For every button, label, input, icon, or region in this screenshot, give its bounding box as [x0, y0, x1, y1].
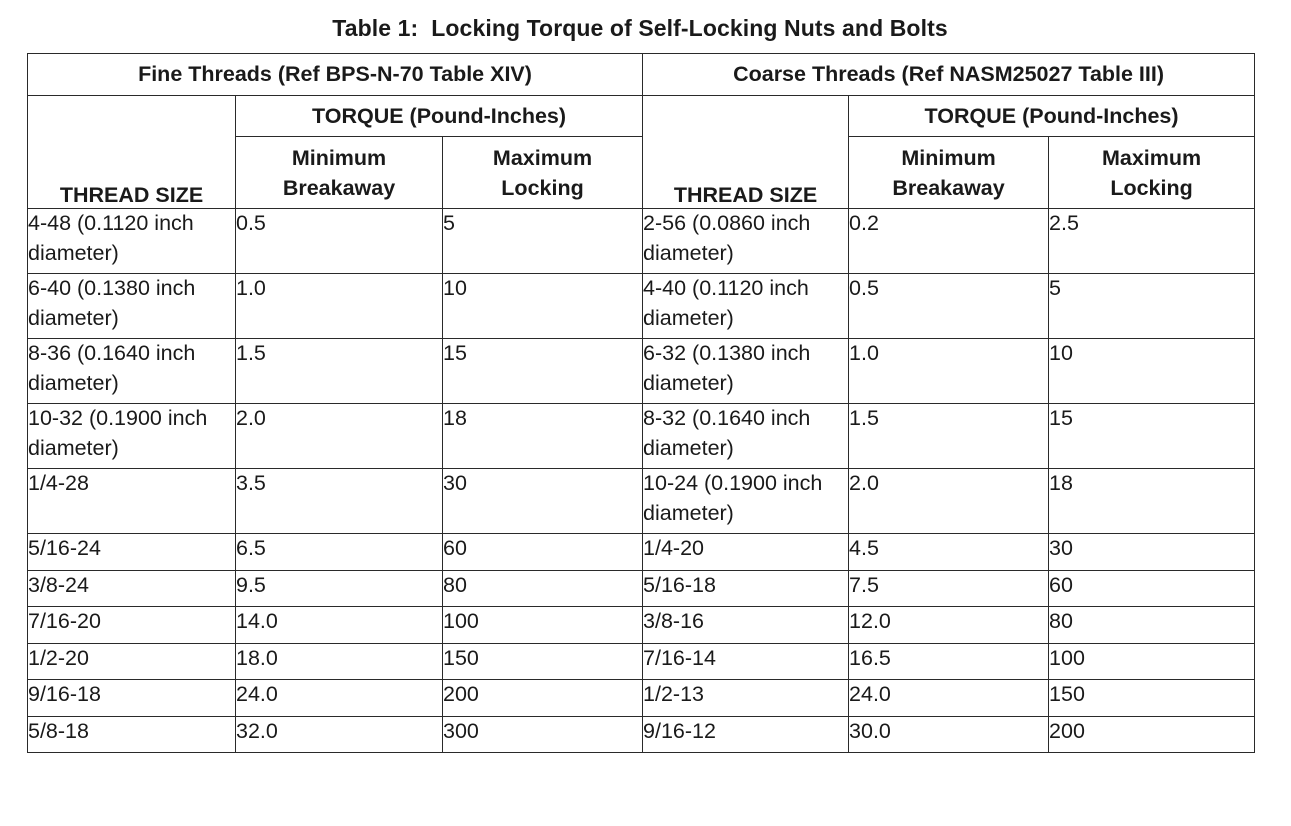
coarse-max-cell: 10: [1049, 339, 1255, 404]
coarse-min-cell: 0.2: [849, 209, 1049, 274]
fine-thread-size-cell: 3/8-24: [28, 570, 236, 607]
coarse-max-cell: 30: [1049, 534, 1255, 571]
fine-min-cell: 1.5: [236, 339, 443, 404]
coarse-min-cell: 0.5: [849, 274, 1049, 339]
coarse-min-cell: 16.5: [849, 643, 1049, 680]
fine-torque-header: TORQUE (Pound-Inches): [236, 96, 643, 137]
fine-min-cell: 3.5: [236, 469, 443, 534]
fine-thread-size-cell: 4-48 (0.1120 inch diameter): [28, 209, 236, 274]
fine-min-cell: 6.5: [236, 534, 443, 571]
fine-min-cell: 32.0: [236, 716, 443, 753]
coarse-min-cell: 7.5: [849, 570, 1049, 607]
header-line: Breakaway: [282, 175, 396, 200]
coarse-max-cell: 5: [1049, 274, 1255, 339]
coarse-min-breakaway-header: [849, 137, 1049, 209]
table-caption: Table 1: Locking Torque of Self-Locking Nuts and Bolts: [332, 15, 948, 41]
coarse-max-cell: 60: [1049, 570, 1255, 607]
fine-max-cell: 10: [443, 274, 643, 339]
header-line: Locking: [501, 175, 584, 200]
coarse-max-cell: 80: [1049, 607, 1255, 644]
fine-max-cell: 100: [443, 607, 643, 644]
coarse-max-cell: 2.5: [1049, 209, 1255, 274]
table-row: [28, 570, 1255, 607]
coarse-thread-size-cell: 3/8-16: [643, 607, 849, 644]
fine-thread-size-cell: 5/8-18: [28, 716, 236, 753]
coarse-thread-size-cell: 8-32 (0.1640 inch diameter): [643, 404, 849, 469]
fine-max-locking-header: [443, 137, 643, 209]
header-line: Breakaway: [892, 175, 1005, 200]
fine-min-cell: 0.5: [236, 209, 443, 274]
fine-thread-size-cell: 8-36 (0.1640 inch diameter): [28, 339, 236, 404]
fine-thread-size-header: THREAD SIZE: [28, 96, 236, 209]
table-row: [28, 716, 1255, 753]
coarse-thread-size-cell: 10-24 (0.1900 inch diameter): [643, 469, 849, 534]
header-line: Maximum: [1101, 145, 1202, 170]
fine-max-cell: 80: [443, 570, 643, 607]
table-row: [28, 643, 1255, 680]
coarse-min-cell: 30.0: [849, 716, 1049, 753]
table-row: [28, 404, 1255, 469]
coarse-threads-header: Coarse Threads (Ref NASM25027 Table III): [643, 54, 1255, 96]
fine-max-cell: 60: [443, 534, 643, 571]
coarse-thread-size-cell: 6-32 (0.1380 inch diameter): [643, 339, 849, 404]
coarse-max-cell: 15: [1049, 404, 1255, 469]
coarse-min-cell: 12.0: [849, 607, 1049, 644]
fine-max-cell: 300: [443, 716, 643, 753]
fine-thread-size-cell: 6-40 (0.1380 inch diameter): [28, 274, 236, 339]
coarse-max-locking-header: [1049, 137, 1255, 209]
coarse-max-cell: 150: [1049, 680, 1255, 717]
table-row: [28, 339, 1255, 404]
coarse-thread-size-cell: 1/2-13: [643, 680, 849, 717]
fine-min-breakaway-header: [236, 137, 443, 209]
fine-min-cell: 9.5: [236, 570, 443, 607]
fine-min-cell: 14.0: [236, 607, 443, 644]
fine-thread-size-cell: 9/16-18: [28, 680, 236, 717]
fine-min-cell: 18.0: [236, 643, 443, 680]
coarse-thread-size-cell: 5/16-18: [643, 570, 849, 607]
fine-thread-size-cell: 5/16-24: [28, 534, 236, 571]
coarse-thread-size-cell: 7/16-14: [643, 643, 849, 680]
coarse-min-cell: 4.5: [849, 534, 1049, 571]
fine-thread-size-cell: 10-32 (0.1900 inch diameter): [28, 404, 236, 469]
fine-thread-size-cell: 1/4-28: [28, 469, 236, 534]
fine-min-cell: 24.0: [236, 680, 443, 717]
coarse-thread-size-cell: 2-56 (0.0860 inch diameter): [643, 209, 849, 274]
coarse-min-cell: 24.0: [849, 680, 1049, 717]
coarse-thread-size-cell: 9/16-12: [643, 716, 849, 753]
header-line: Minimum: [291, 145, 387, 170]
fine-max-cell: 5: [443, 209, 643, 274]
fine-min-cell: 1.0: [236, 274, 443, 339]
table-row: [28, 680, 1255, 717]
header-line: Maximum: [492, 145, 593, 170]
header-line: Locking: [1110, 175, 1193, 200]
coarse-min-cell: 2.0: [849, 469, 1049, 534]
table-row: [28, 274, 1255, 339]
fine-max-cell: 200: [443, 680, 643, 717]
coarse-max-cell: 100: [1049, 643, 1255, 680]
coarse-thread-size-header: THREAD SIZE: [643, 96, 849, 209]
coarse-min-cell: 1.0: [849, 339, 1049, 404]
fine-max-cell: 150: [443, 643, 643, 680]
coarse-max-cell: 18: [1049, 469, 1255, 534]
coarse-max-cell: 200: [1049, 716, 1255, 753]
coarse-thread-size-cell: 1/4-20: [643, 534, 849, 571]
table-row: [28, 469, 1255, 534]
header-line: Minimum: [901, 145, 996, 170]
fine-min-cell: 2.0: [236, 404, 443, 469]
fine-thread-size-cell: 1/2-20: [28, 643, 236, 680]
coarse-thread-size-cell: 4-40 (0.1120 inch diameter): [643, 274, 849, 339]
fine-max-cell: 18: [443, 404, 643, 469]
locking-torque-table: [27, 53, 1255, 753]
fine-max-cell: 15: [443, 339, 643, 404]
table-row: [28, 607, 1255, 644]
fine-thread-size-cell: 7/16-20: [28, 607, 236, 644]
fine-max-cell: 30: [443, 469, 643, 534]
table-row: [28, 534, 1255, 571]
coarse-torque-header: TORQUE (Pound-Inches): [849, 96, 1255, 137]
table-row: [28, 209, 1255, 274]
fine-threads-header: Fine Threads (Ref BPS-N-70 Table XIV): [28, 54, 643, 96]
coarse-min-cell: 1.5: [849, 404, 1049, 469]
